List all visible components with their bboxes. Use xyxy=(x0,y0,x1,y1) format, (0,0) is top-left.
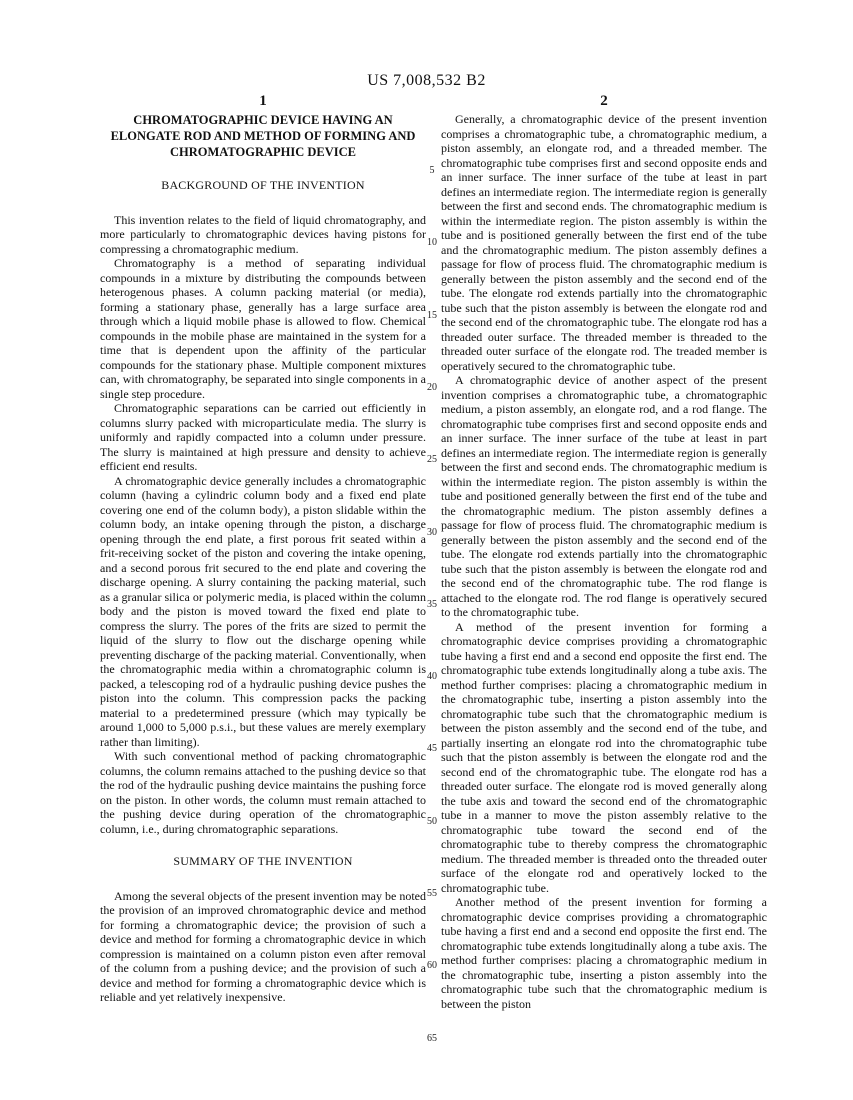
body-paragraph: Chromatography is a method of separating individual compounds in a mixture by distributing the compounds between heterogenous phases. A column packing material (or media), forming a stationary phase, generally has a large surface area through which a liquid mobile phase is allowed to flow. Chemical compounds in the mobile phase are maintained in the system for a time that is dependent upon the affinity of the particular compounds for the stationary phase. Multiple component mixtures can, with chromatography, be separated into single components in a single step procedure. xyxy=(100,256,426,401)
gutter-line-number: 35 xyxy=(427,598,437,610)
body-paragraph: With such conventional method of packing chromatographic columns, the column remains attached to the pushing device so that the rod of the hydraulic pushing device maintains the pushing force on the piston. In other words, the column must remain attached to the pushing device during operation of the chromatographic column, i.e., during chromatographic separations. xyxy=(100,749,426,836)
line-number-gutter xyxy=(424,0,440,1100)
body-paragraph: Chromatographic separations can be carried out efficiently in columns slurry packed with microparticulate media. The slurry is uniformly and rapidly compacted into a column under pressure. The slurry is maintained at high pressure and density to achieve efficient end results. xyxy=(100,401,426,473)
body-paragraph: Generally, a chromatographic device of the present invention comprises a chromatographic tube, a chromatographic medium, a piston assembly, an elongate rod, and a threaded member. The chromatographic tube comprises first and second opposite ends and an inner surface. The inner surface of the tube at least in part defines an intermediate region. The intermediate region is generally between the first and second ends. The chromatographic medium is within the intermediate region. The piston assembly is within the tube and is positioned generally between the first end of the tube and the chromatographic medium. The piston assembly defines a passage for flow of process fluid. The chromatographic medium is generally between the piston assembly and the second end of the tube. The elongate rod extends partially into the chromatographic tube such that the piston assembly is between the elongate rod and the second end of the chromatographic tube. The elongate rod has a threaded outer surface. The threaded member is threaded to the threaded outer surface of the elongate rod. The treaded member is operatively secured to the chromatographic tube. xyxy=(441,112,767,373)
gutter-line-number: 20 xyxy=(427,381,437,393)
body-paragraph: A chromatographic device generally includes a chromatographic column (having a cylindric column body and a fixed end plate covering one end of the column body), a piston slidable within the column body, an intake opening through the piston, a discharge opening through the end plate, a first porous frit seated within a frit-receiving socket of the piston and covering the intake opening, and a second porous frit secured to the end plate and covering the discharge opening. A slurry containing the packing material, such as a granular silica or polymeric media, is placed within the column body and the piston is moved toward the fixed end plate to compress the slurry. The pores of the frits are sized to permit the liquid of the slurry to flow out the discharge opening while preventing discharge of the packing material. Conventionally, when the chromatographic media within a chromatographic column is packed, a telescoping rod of a hydraulic pushing device pushes the piston into the column. This compression packs the packing material to a predetermined pressure (which may typically be around 1,000 to 5,000 p.s.i., but these values are merely exemplary rather than limiting). xyxy=(100,473,426,749)
gutter-line-number: 65 xyxy=(427,1032,437,1044)
column-right xyxy=(441,93,767,1011)
gutter-line-number: 40 xyxy=(427,671,437,683)
column-left-body xyxy=(100,112,426,1005)
body-paragraph: Among the several objects of the present invention may be noted the provision of an improved chromatographic device and method for forming a chromatographic device; the provision of such a device and method for forming a chromatographic device in which compression is maintained on a column piston even after removal of the column from a pushing device; and the provision of such a device and method for forming a chromatographic device which is reliable and yet relatively inexpensive. xyxy=(100,888,426,1004)
gutter-line-number: 15 xyxy=(427,309,437,321)
gutter-line-number: 45 xyxy=(427,743,437,755)
body-paragraph: A chromatographic device of another aspect of the present invention comprises a chromatographic tube, a chromatographic medium, a piston assembly, an elongate rod, and a rod flange. The chromatographic tube comprises first and second opposite ends and an inner surface. The inner surface of the tube at least in part defines an intermediate region. The intermediate region is generally between the first and second ends. The chromatographic medium is within the intermediate region. The piston assembly is within the tube and positioned generally between the first end of the tube and the chromatographic medium. The piston assembly defines a passage for flow of process fluid. The chromatographic medium is generally between the piston assembly and the second end of the tube. The elongate rod extends partially into the chromatographic tube such that the piston assembly is between the elongate rod and the second end of the chromatographic tube. The rod flange is attached to the elongate rod. The rod flange is operatively secured to the chromatographic tube. xyxy=(441,373,767,619)
gutter-line-number: 10 xyxy=(427,237,437,249)
body-paragraph: This invention relates to the field of liquid chromatography, and more particularly to chromatographic devices having pistons for compressing a chromatographic medium. xyxy=(100,212,426,256)
column-right-body xyxy=(441,112,767,1011)
section-heading: BACKGROUND OF THE INVENTION xyxy=(161,178,365,192)
column-left xyxy=(100,93,426,1005)
body-paragraph: A method of the present invention for forming a chromatographic device comprises providing a chromatographic tube having a first end and a second end opposite the first end. The chromatographic tube extends longitudinally along a tube axis. The method further comprises: placing a chromatographic medium in the chromatographic tube, inserting a piston assembly into the chromatographic tube such that the chromatographic medium is between the piston assembly and the second end of the tube, and partially inserting an elongate rod into the chromatographic tube such that the piston assembly is between the elongate rod and the second end of the chromatographic tube. The elongate rod has a threaded outer surface. The elongate rod is moved generally along the tube axis and toward the second end of the chromatographic tube in a manner to move the piston assembly relative to the chromatographic tube toward the second end of the chromatographic tube to thereby compress the chromatographic medium. The threaded member is threaded onto the threaded outer surface of the elongate rod and operatively locked to the chromatographic tube. xyxy=(441,619,767,895)
gutter-line-number: 5 xyxy=(429,165,435,176)
gutter-line-number: 60 xyxy=(427,960,437,972)
patent-number-header: US 7,008,532 B2 xyxy=(367,72,486,89)
invention-title: CHROMATOGRAPHIC DEVICE HAVING AN ELONGATE ROD AND METHOD OF FORMING AND CHROMATOGRAPHIC DEVICE xyxy=(110,113,416,159)
column-right-number: 2 xyxy=(600,93,608,109)
gutter-line-number: 55 xyxy=(427,888,437,899)
gutter-line-number: 50 xyxy=(427,815,437,827)
gutter-line-number: 30 xyxy=(427,526,437,538)
section-heading: SUMMARY OF THE INVENTION xyxy=(173,854,353,868)
column-left-number: 1 xyxy=(259,93,267,109)
body-paragraph: Another method of the present invention for forming a chromatographic device comprises providing a chromatographic tube having a first end and a second end opposite the first end. The chromatographic tube extends longitudinally along a tube axis. The method further comprises: placing a chromatographic medium in the chromatographic tube, inserting a piston assembly into the chromatographic tube such that the chromatographic medium is between the piston xyxy=(441,895,767,1011)
gutter-line-number: 25 xyxy=(427,454,437,466)
